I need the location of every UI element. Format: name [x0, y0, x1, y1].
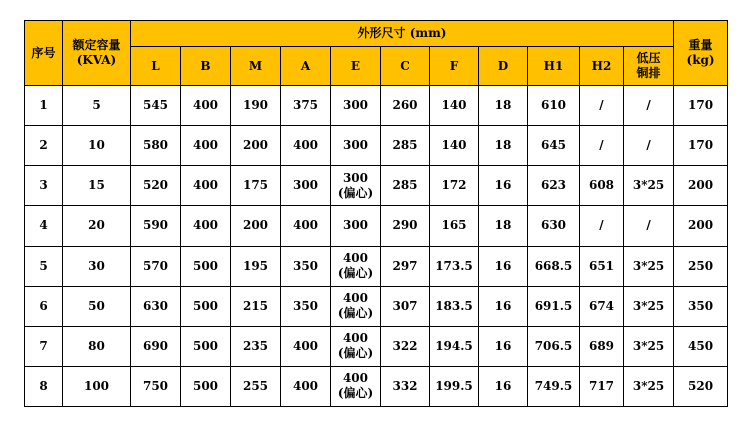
table-cell: 690: [131, 326, 181, 366]
table-cell: /: [580, 206, 624, 246]
table-cell: 215: [231, 286, 281, 326]
table-cell: 140: [430, 126, 479, 166]
table-cell: 350: [281, 286, 331, 326]
table-cell: 630: [131, 286, 181, 326]
table-cell: 500: [181, 326, 231, 366]
table-cell: 194.5: [430, 326, 479, 366]
table-cell: 5: [25, 246, 63, 286]
table-cell: 630: [528, 206, 580, 246]
table-cell: 307: [381, 286, 430, 326]
table-cell: 16: [479, 326, 528, 366]
table-cell: 400 (偏心): [331, 366, 381, 406]
table-cell: 175: [231, 166, 281, 206]
table-cell: 322: [381, 326, 430, 366]
table-cell: 2: [25, 126, 63, 166]
table-cell: 8: [25, 366, 63, 406]
table-cell: 30: [63, 246, 131, 286]
table-cell: 400: [281, 326, 331, 366]
table-cell: 500: [181, 366, 231, 406]
table-cell: 400: [281, 366, 331, 406]
table-cell: 290: [381, 206, 430, 246]
table-cell: 260: [381, 86, 430, 126]
table-cell: 3*25: [624, 366, 674, 406]
table-cell: 400: [181, 166, 231, 206]
table-cell: 300: [331, 126, 381, 166]
table-cell: 7: [25, 326, 63, 366]
header-dim-cell: B: [181, 47, 231, 86]
table-cell: 235: [231, 326, 281, 366]
table-cell: 1: [25, 86, 63, 126]
header-row-dimensions: [25, 47, 728, 86]
table-cell: /: [580, 126, 624, 166]
table-row: [25, 286, 728, 326]
table-cell: 16: [479, 286, 528, 326]
table-cell: 15: [63, 166, 131, 206]
table-cell: 375: [281, 86, 331, 126]
table-row: [25, 86, 728, 126]
table-cell: 691.5: [528, 286, 580, 326]
table-cell: 668.5: [528, 246, 580, 286]
table-cell: 400 (偏心): [331, 286, 381, 326]
table-cell: 300: [331, 86, 381, 126]
table-cell: 199.5: [430, 366, 479, 406]
table-cell: 170: [674, 86, 728, 126]
table-cell: 100: [63, 366, 131, 406]
header-dim-cell: M: [231, 47, 281, 86]
table-cell: 165: [430, 206, 479, 246]
table-cell: 3*25: [624, 166, 674, 206]
table-cell: 520: [131, 166, 181, 206]
table-cell: 400 (偏心): [331, 326, 381, 366]
header-dim-cell: H1: [528, 47, 580, 86]
table-cell: 200: [231, 126, 281, 166]
table-cell: 608: [580, 166, 624, 206]
table-body: [25, 86, 728, 407]
table-cell: 3: [25, 166, 63, 206]
table-cell: 590: [131, 206, 181, 246]
table-cell: 3*25: [624, 286, 674, 326]
table-cell: /: [624, 126, 674, 166]
table-cell: 173.5: [430, 246, 479, 286]
table-cell: 645: [528, 126, 580, 166]
table-cell: 6: [25, 286, 63, 326]
table-row: [25, 366, 728, 406]
table-cell: 80: [63, 326, 131, 366]
table-row: [25, 326, 728, 366]
table-cell: 500: [181, 286, 231, 326]
table-cell: 16: [479, 166, 528, 206]
table-cell: 5: [63, 86, 131, 126]
table-cell: 250: [674, 246, 728, 286]
header-dim-cell: H2: [580, 47, 624, 86]
header-weight: 重量 (kg): [674, 21, 728, 86]
table-cell: 717: [580, 366, 624, 406]
table-cell: 651: [580, 246, 624, 286]
table-cell: 300: [331, 206, 381, 246]
table-row: [25, 126, 728, 166]
table-cell: /: [580, 86, 624, 126]
header-dim-cell: C: [381, 47, 430, 86]
table-cell: 20: [63, 206, 131, 246]
table-cell: 18: [479, 86, 528, 126]
table-row: [25, 246, 728, 286]
table-cell: 610: [528, 86, 580, 126]
header-dim-cell: E: [331, 47, 381, 86]
table-cell: 170: [674, 126, 728, 166]
table-cell: 750: [131, 366, 181, 406]
table-cell: 4: [25, 206, 63, 246]
table-cell: 190: [231, 86, 281, 126]
table-cell: 749.5: [528, 366, 580, 406]
table-cell: 3*25: [624, 326, 674, 366]
table-cell: 200: [674, 206, 728, 246]
table-cell: 16: [479, 366, 528, 406]
table-cell: 140: [430, 86, 479, 126]
table-cell: /: [624, 206, 674, 246]
table-cell: 50: [63, 286, 131, 326]
table-cell: 172: [430, 166, 479, 206]
header-dimensions-group: 外形尺寸 (mm): [131, 21, 674, 47]
table-cell: 580: [131, 126, 181, 166]
table-cell: 200: [231, 206, 281, 246]
header-dim-cell: 低压 铜排: [624, 47, 674, 86]
table-cell: 400: [281, 126, 331, 166]
table-cell: 674: [580, 286, 624, 326]
table-cell: 195: [231, 246, 281, 286]
table-cell: 450: [674, 326, 728, 366]
table-cell: 350: [281, 246, 331, 286]
header-dim-cell: F: [430, 47, 479, 86]
header-row-top: [25, 21, 728, 47]
table-cell: 400: [181, 126, 231, 166]
table-cell: 545: [131, 86, 181, 126]
table-cell: 300 (偏心): [331, 166, 381, 206]
table-cell: 16: [479, 246, 528, 286]
header-dim-cell: A: [281, 47, 331, 86]
header-dim-cell: L: [131, 47, 181, 86]
header-capacity: 额定容量 (KVA): [63, 21, 131, 86]
table-cell: 500: [181, 246, 231, 286]
table-cell: 18: [479, 206, 528, 246]
table-cell: 350: [674, 286, 728, 326]
table-row: [25, 206, 728, 246]
table-cell: 200: [674, 166, 728, 206]
table-cell: 400: [281, 206, 331, 246]
table-cell: 285: [381, 166, 430, 206]
table-cell: 623: [528, 166, 580, 206]
table-cell: 400: [181, 86, 231, 126]
table-cell: 183.5: [430, 286, 479, 326]
table-cell: /: [624, 86, 674, 126]
table-cell: 570: [131, 246, 181, 286]
table-cell: 297: [381, 246, 430, 286]
spec-table: [24, 20, 728, 407]
table-cell: 400: [181, 206, 231, 246]
table-cell: 255: [231, 366, 281, 406]
table-cell: 689: [580, 326, 624, 366]
header-dim-cell: D: [479, 47, 528, 86]
table-cell: 300: [281, 166, 331, 206]
table-cell: 285: [381, 126, 430, 166]
header-index: 序号: [25, 21, 63, 86]
table-cell: 3*25: [624, 246, 674, 286]
table-cell: 10: [63, 126, 131, 166]
table-cell: 520: [674, 366, 728, 406]
table-row: [25, 166, 728, 206]
table-cell: 706.5: [528, 326, 580, 366]
table-cell: 332: [381, 366, 430, 406]
table-cell: 400 (偏心): [331, 246, 381, 286]
table-cell: 18: [479, 126, 528, 166]
